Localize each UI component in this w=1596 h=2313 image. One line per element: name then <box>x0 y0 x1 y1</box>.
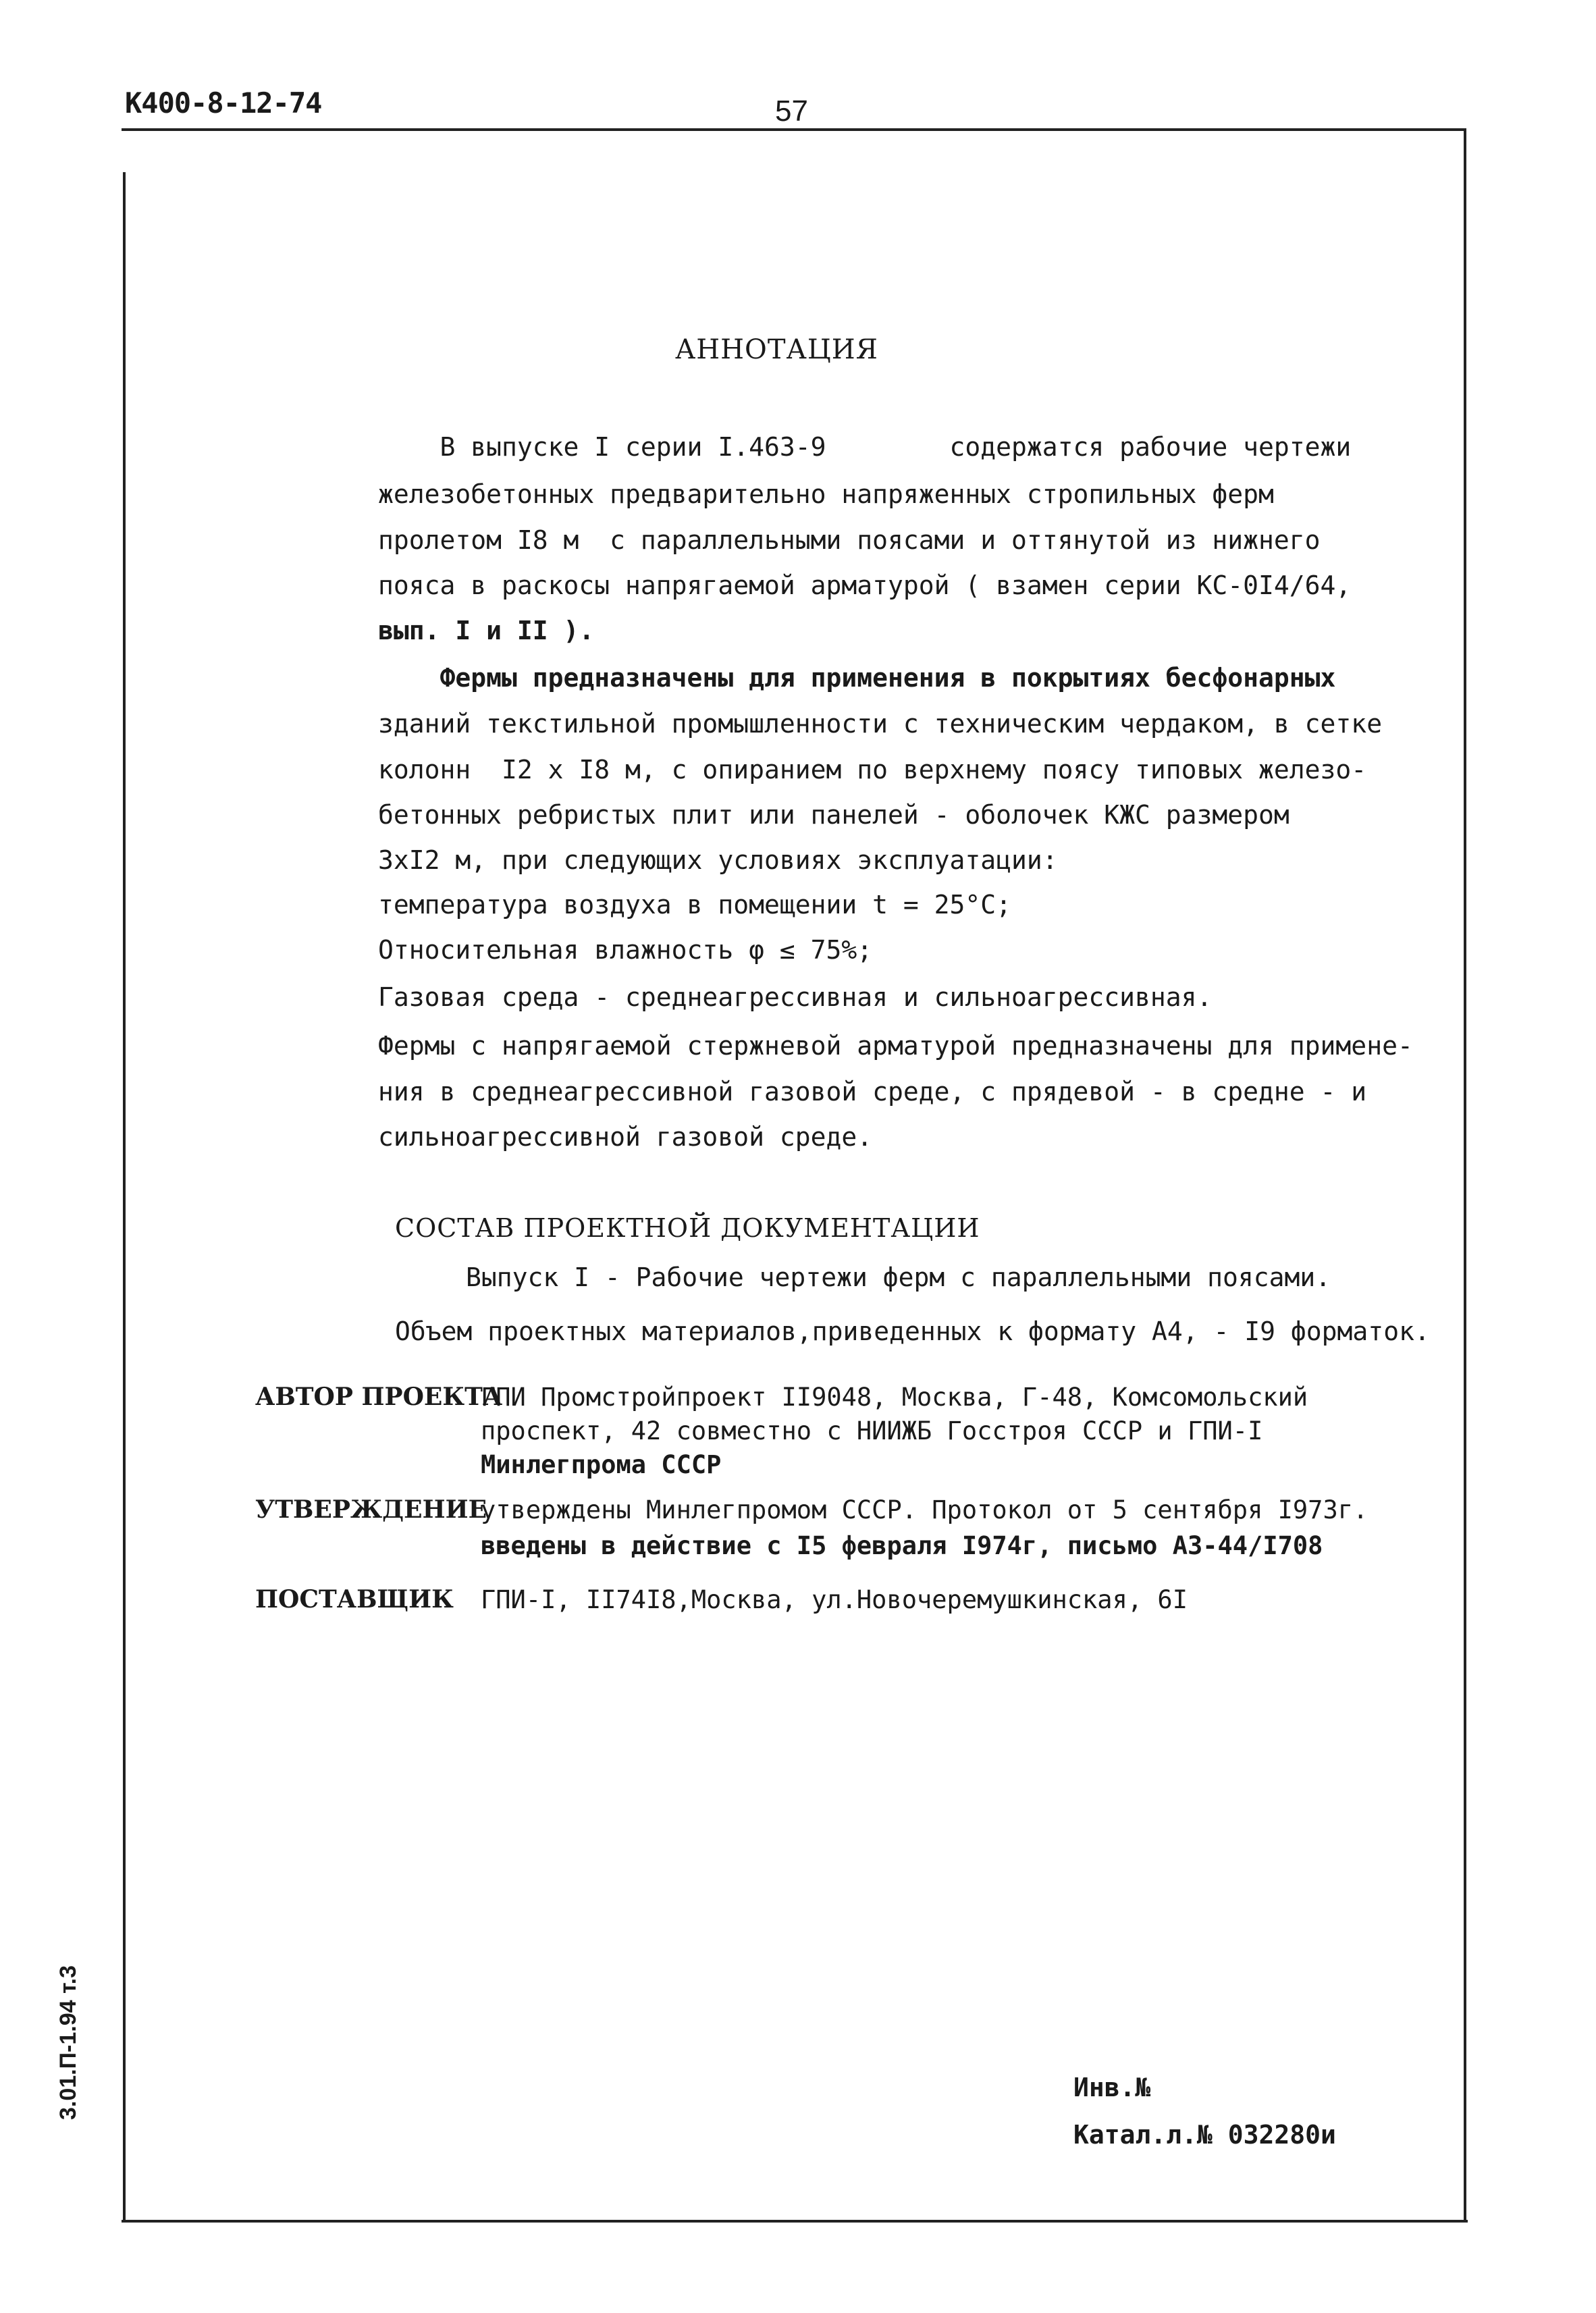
paragraph-1-line: пояса в раскосы напрягаемой арматурой ( взамен серии КС-0I4/64, <box>378 570 1352 600</box>
inventory-number: Инв.№ <box>1073 2073 1151 2102</box>
paragraph-2-line: Фермы предназначены для применения в покрытиях бесфонарных <box>378 663 1336 693</box>
page-number: 57 <box>775 95 808 128</box>
supplier-line: ГПИ-I, II74I8,Москва, ул.Новочеремушкинская, 6I <box>481 1585 1188 1614</box>
author-line: Минлегпрома СССР <box>481 1450 722 1479</box>
author-line: ГПИ Промстройпроект II9048, Москва, Г-48, Комсомольский <box>481 1383 1308 1412</box>
paragraph-2-line: Газовая среда - среднеагрессивная и сильноагрессивная. <box>378 982 1213 1012</box>
paragraph-2-line: колонн I2 x I8 м, с опиранием по верхнему поясу типовых железо- <box>378 755 1367 785</box>
paragraph-2-line: бетонных ребристых плит или панелей - оболочек КЖС размером <box>378 800 1289 830</box>
issue-line: Выпуск I - Рабочие чертежи ферм с параллельными поясами. <box>466 1262 1331 1292</box>
approval-line: утверждены Минлегпромом СССР. Протокол от 5 сентября I973г. <box>481 1495 1368 1524</box>
supplier-label: ПОСТАВЩИК <box>255 1585 454 1614</box>
frame-left-line <box>123 172 126 2222</box>
paragraph-1-line: пролетом I8 м с параллельными поясами и оттянутой из нижнего <box>378 525 1321 555</box>
side-archive-code: 3.01.П-1.94 т.3 <box>55 1965 81 2120</box>
volume-line: Объем проектных материалов,приведенных к формату А4, - I9 форматок. <box>395 1317 1430 1346</box>
paragraph-2-line: температура воздуха в помещении t = 25°С; <box>378 890 1011 920</box>
paragraph-1-line: железобетонных предварительно напряженных стропильных ферм <box>378 479 1274 509</box>
paragraph-1-line: В выпуске I серии I.463-9 содержатся рабочие чертежи <box>378 432 1352 462</box>
frame-bottom-line <box>122 2220 1468 2223</box>
paragraph-1-line: вып. I и II ). <box>378 616 595 645</box>
author-line: проспект, 42 совместно с НИИЖБ Госстроя СССР и ГПИ-I <box>481 1416 1263 1445</box>
paragraph-2-line: Фермы с напрягаемой стержневой арматурой предназначены для примене- <box>378 1031 1413 1061</box>
paragraph-2-line: зданий текстильной промышленности с техническим чердаком, в сетке <box>378 709 1383 739</box>
annotation-title: АННОТАЦИЯ <box>675 334 878 365</box>
paragraph-2-line: сильноагрессивной газовой среде. <box>378 1122 873 1152</box>
approval-label: УТВЕРЖДЕНИЕ <box>255 1495 487 1524</box>
frame-right-line <box>1464 128 1466 2221</box>
paragraph-2-line: Относительная влажность φ ≤ 75%; <box>378 935 873 965</box>
catalog-number: Катал.л.№ 032280и <box>1073 2120 1336 2150</box>
paragraph-2-line: ния в среднеагрессивной газовой среде, с прядевой - в средне - и <box>378 1077 1367 1107</box>
approval-line: введены в действие с I5 февраля I974г, письмо АЗ-44/I708 <box>481 1531 1323 1560</box>
composition-title: СОСТАВ ПРОЕКТНОЙ ДОКУМЕНТАЦИИ <box>395 1213 980 1243</box>
paragraph-2-line: 3xI2 м, при следующих условиях эксплуатации: <box>378 845 1058 875</box>
document-code: К400-8-12-74 <box>125 86 322 119</box>
frame-top-line <box>122 128 1465 131</box>
author-label: АВТОР ПРОЕКТА <box>255 1383 503 1411</box>
